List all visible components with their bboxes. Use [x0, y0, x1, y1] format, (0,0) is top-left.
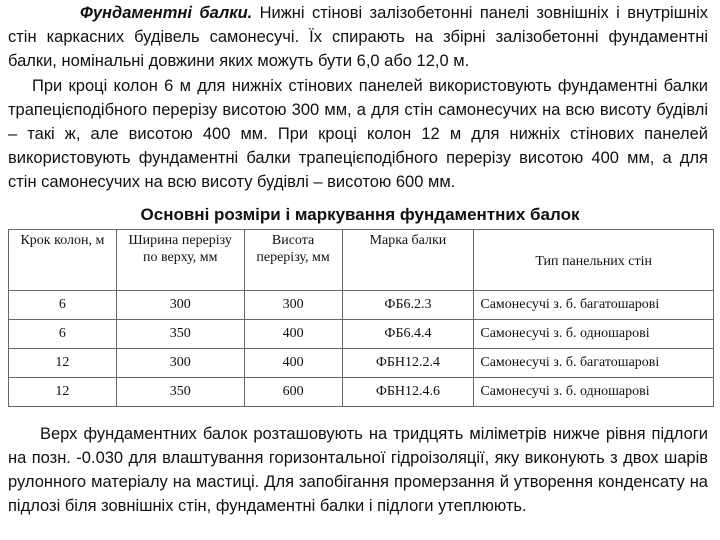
- cell-height: 600: [244, 378, 342, 407]
- cell-wall-type: Самонесучі з. б. одношарові: [474, 320, 714, 349]
- intro-lead: Фундаментні балки.: [80, 4, 253, 22]
- cell-mark: ФБ6.2.3: [342, 291, 474, 320]
- cell-width: 300: [116, 349, 244, 378]
- intro-text: Нижні стінові залізобетонні панелі зовнішніх і внутрішніх стін каркасних будівель самонесучі. Їх спирають на збірні залізобетонні фундаментні балки, номінальні довжини яких можуть бути 6,0 або 12,0 м.: [8, 4, 708, 70]
- foundation-beams-table: [8, 229, 714, 407]
- header-height: Висота перерізу, мм: [244, 230, 342, 291]
- cell-wall-type: Самонесучі з. б. багатошарові: [474, 291, 714, 320]
- cell-height: 400: [244, 320, 342, 349]
- cell-height: 400: [244, 349, 342, 378]
- paragraph-beam-top-level: Верх фундаментних балок розташовують на тридцять міліметрів нижче рівня підлоги на позн. -0.030 для влаштування горизонтальної гідроізоляції, яку виконують з двох шарів рулонного матеріалу на мастиці. Для запобігання промерзання й утворення конденсату на підлозі біля зовнішніх стін, фундаментні балки і підлоги утеплюють.: [8, 425, 708, 515]
- cell-wall-type: Самонесучі з. б. одношарові: [474, 378, 714, 407]
- table-header-row: [9, 230, 714, 291]
- header-wall-type: Тип панельних стін: [474, 230, 714, 291]
- header-mark: Марка балки: [342, 230, 474, 291]
- table-row: [9, 320, 714, 349]
- paragraph-column-step: При кроці колон 6 м для нижніх стінових панелей використовують фундаментні балки трапецієподібного перерізу висотою 300 мм, а для стін самонесучих на всю висоту будівлі – такі ж, але висотою 400 мм. При кроці колон 12 м для нижніх стінових панелей використовують фундаментні балки трапецієподібного перерізу висотою 400 мм, а для стін самонесучих на всю висоту будівлі – висотою 600 мм.: [8, 77, 708, 191]
- cell-mark: ФБ6.4.4: [342, 320, 474, 349]
- cell-width: 350: [116, 378, 244, 407]
- cell-column-step: 12: [9, 378, 117, 407]
- intro-paragraph: [8, 1, 708, 73]
- table-row: [9, 378, 714, 407]
- header-width: Ширина перерізу по верху, мм: [116, 230, 244, 291]
- cell-width: 350: [116, 320, 244, 349]
- cell-column-step: 6: [9, 291, 117, 320]
- cell-mark: ФБН12.4.6: [342, 378, 474, 407]
- cell-width: 300: [116, 291, 244, 320]
- table-title: Основні розміри і маркування фундаментних балок: [140, 205, 580, 224]
- cell-column-step: 12: [9, 349, 117, 378]
- table-row: [9, 349, 714, 378]
- cell-height: 300: [244, 291, 342, 320]
- cell-mark: ФБН12.2.4: [342, 349, 474, 378]
- cell-wall-type: Самонесучі з. б. багатошарові: [474, 349, 714, 378]
- cell-column-step: 6: [9, 320, 117, 349]
- table-row: [9, 291, 714, 320]
- header-column-step: Крок колон, м: [9, 230, 117, 291]
